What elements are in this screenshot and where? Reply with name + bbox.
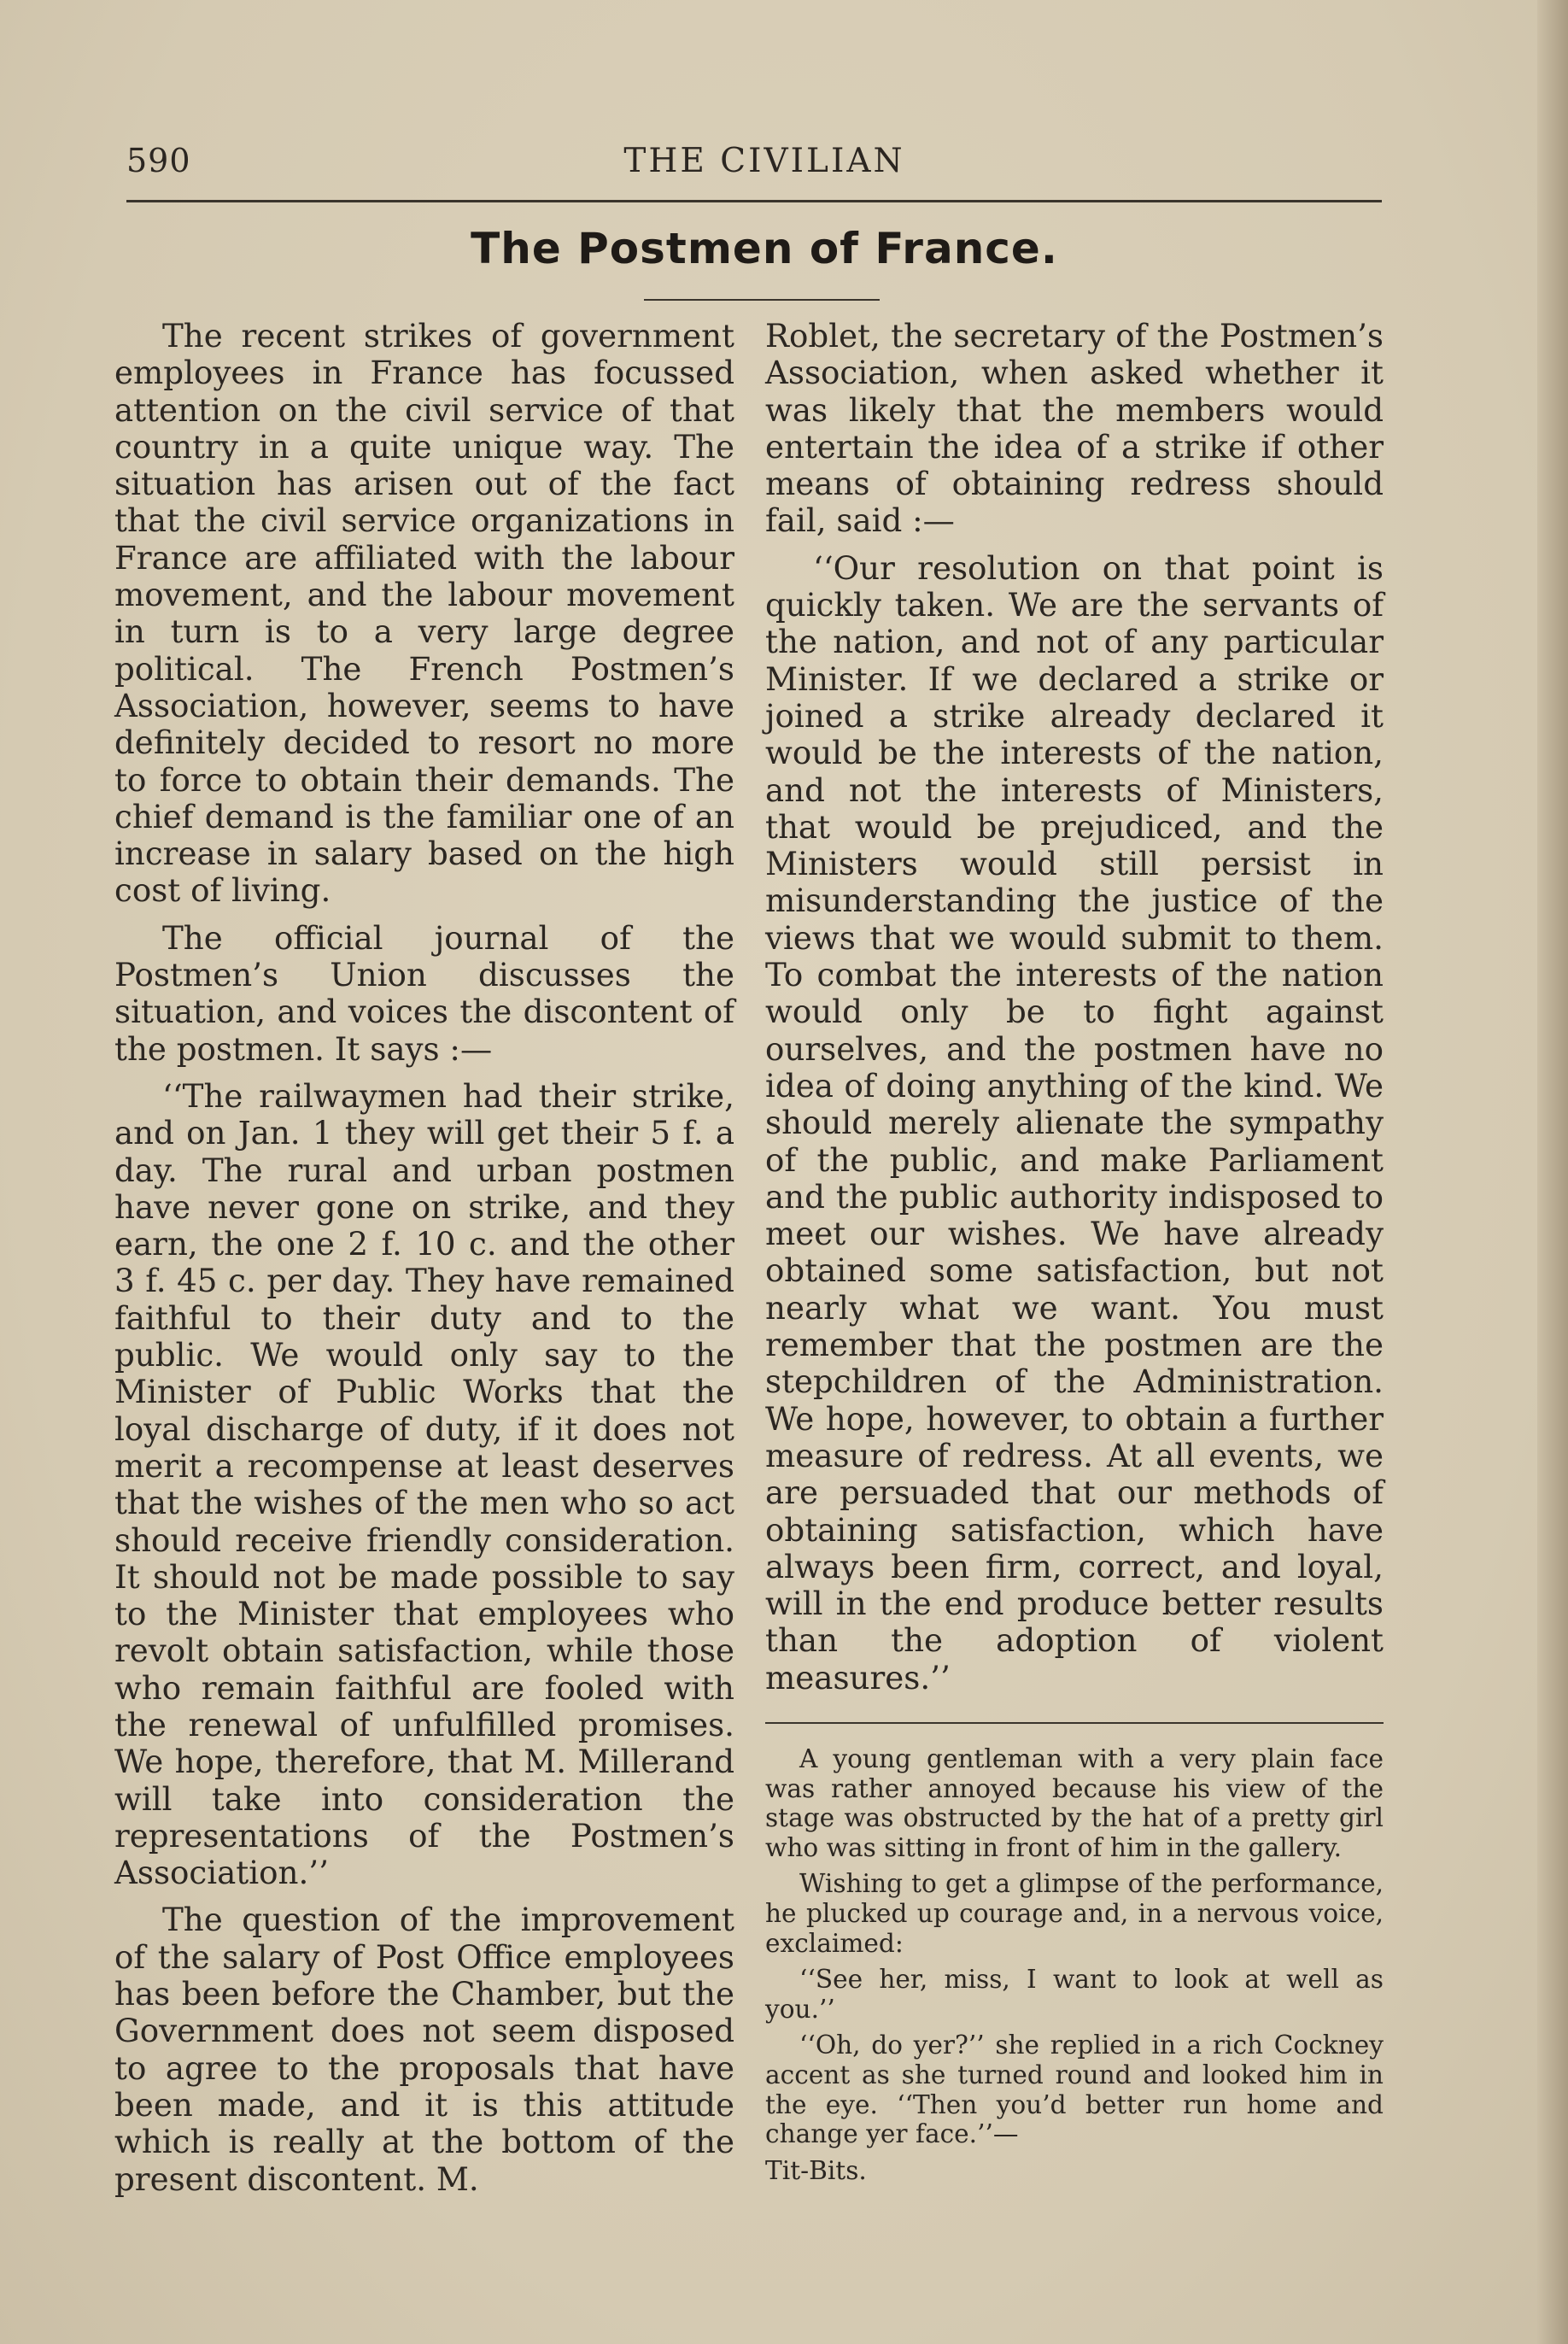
- article-paragraph: The official journal of the Postmen’s Union discusses the situation, and voices the discontent of the postmen. It says :—: [114, 918, 734, 1068]
- article-title: The Postmen of France.: [471, 224, 1058, 273]
- page-number: 590: [126, 142, 191, 179]
- title-rule: [644, 299, 880, 301]
- publication-title: THE CIVILIAN: [623, 142, 905, 180]
- article-paragraph: ‘‘The railwaymen had their strike, and on Jan. 1 they will get their 5 f. a day. The rural and urban postmen have never gone on strike, and they earn, the one 2 f. 10 c. and the other 3 f. 45 c. per day. They have remained faithful to their duty and to the public. We would only say to the Minister of Public Works that the loyal discharge of duty, if it does not merit a recompense at least deserves that the wishes of the men who so act should receive friendly consideration. It should not be made possible to say to the Minister that employees who revolt obtain satisfaction, while those who remain faithful are fooled with the renewal of unfulfilled promises. We hope, therefore, that M. Millerand will take into consideration the representations of the Postmen’s Association.’’: [114, 1076, 734, 1892]
- article-paragraph: ‘‘Our resolution on that point is quickly taken. We are the servants of the nation, and not of any particular Minister. If we declared a strike or joined a strike already declared it would be the interests of the nation, and not the interests of Ministers, that would be prejudiced, and the Ministers would still persist in misunderstanding the justice of the views that we would submit to them. To combat the interests of the nation would only be to fight against ourselves, and the postmen have no idea of doing anything of the kind. We should merely alienate the sympathy of the public, and make Parliament and the public authority indisposed to meet our wishes. We have already obtained some satisfaction, but not nearly what we want. You must remember that the postmen are the stepchildren of the Administration. We hope, however, to obtain a further measure of redress. At all events, we are persuaded that our methods of obtaining satisfaction, which have always been firm, correct, and loyal, will in the end produce better results than the adoption of violent measures.’’: [765, 548, 1384, 1696]
- right-column: [765, 318, 1384, 2185]
- article-paragraph: Roblet, the secretary of the Postmen’s Association, when asked whether it was likely that the members would entertain the idea of a strike if other means of obtaining redress should fail, said :—: [765, 317, 1384, 540]
- article-paragraph: The question of the improvement of the salary of Post Office employees has been before the Chamber, but the Government does not seem disposed to agree to the proposals that have been made, and it is this attitude which is really at the bottom of the present discontent. M.: [114, 1901, 734, 2198]
- page-edge-shadow: [1537, 0, 1568, 2344]
- anecdote-paragraph: ‘‘See her, miss, I want to look at well as you.’’: [765, 1965, 1384, 2024]
- anecdote-paragraph: A young gentleman with a very plain face was rather annoyed because his view of the stage was obstructed by the hat of a pretty girl who was sitting in front of him in the gallery.: [765, 1743, 1384, 1862]
- anecdote-paragraph: ‘‘Oh, do yer?’’ she replied in a rich Cockney accent as she turned round and looked him in the eye. ‘‘Then you’d better run home and change yer face.’’—: [765, 2030, 1384, 2149]
- anecdote: [765, 1744, 1384, 2185]
- anecdote-paragraph: Wishing to get a glimpse of the performance, he plucked up courage and, in a nervous voice, exclaimed:: [765, 1869, 1384, 1958]
- article-paragraph: The recent strikes of government employees in France has focussed attention on the civil service of that country in a quite unique way. The situation has arisen out of the fact that the civil service organizations in France are affiliated with the labour movement, and the labour movement in turn is to a very large degree political. The French Postmen’s Association, however, seems to have definitely decided to resort no more to force to obtain their demands. The chief demand is the familiar one of an increase in salary based on the high cost of living.: [114, 317, 734, 910]
- anecdote-source: Tit-Bits.: [765, 2155, 867, 2185]
- section-divider: [765, 1722, 1384, 1724]
- header-rule: [126, 200, 1382, 202]
- left-column: [114, 318, 734, 2198]
